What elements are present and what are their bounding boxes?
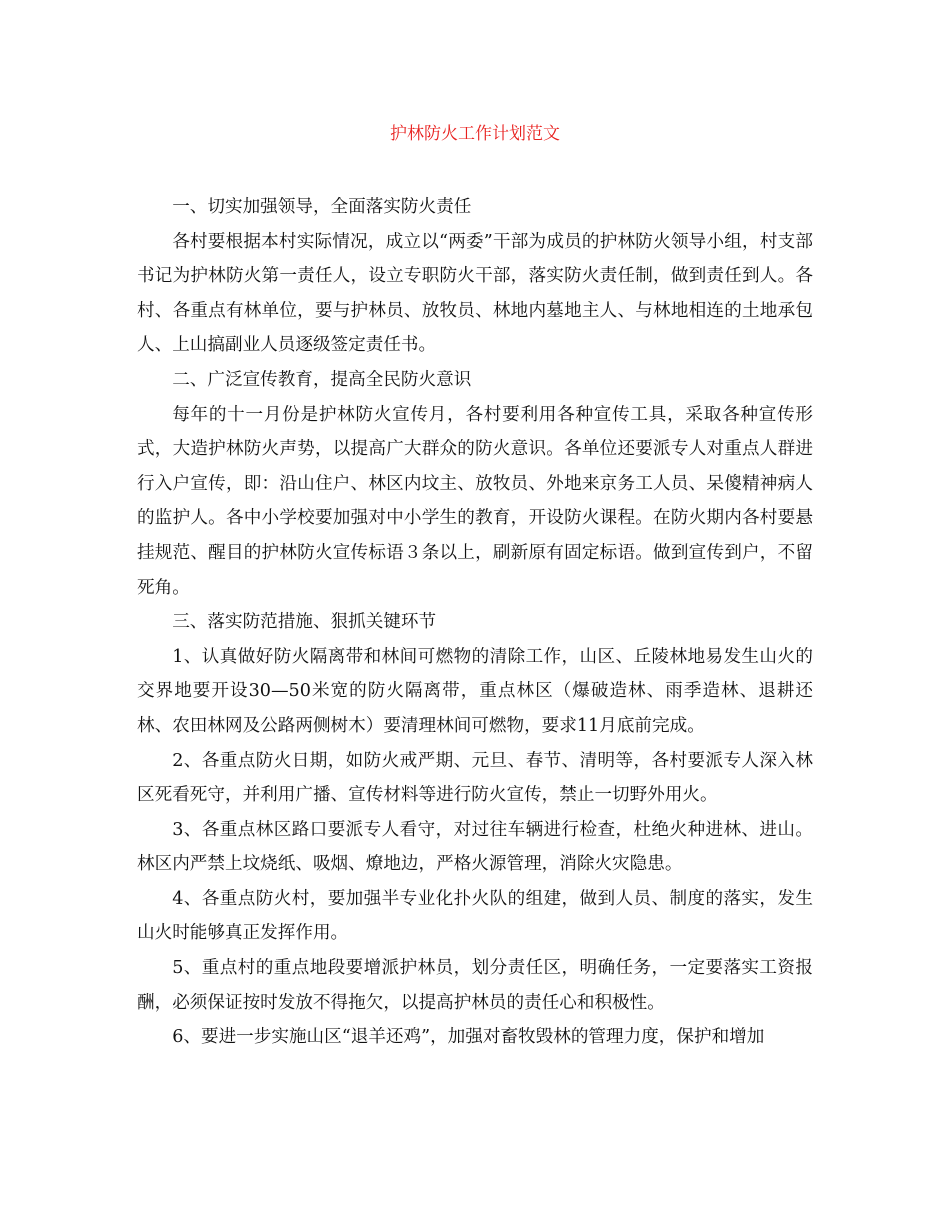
section-heading-3: 三、落实防范措施、狠抓关键环节	[172, 612, 437, 633]
list-item: 1、认真做好防火隔离带和林间可燃物的清除工作，山区、丘陵林地易发生山火的交界地要开设30—50米宽的防火隔离带，重点林区（爆破造林、雨季造林、退耕还林、农田林网及公路两侧树木）要清理林间可燃物，要求11月底前完成。	[137, 646, 813, 736]
document-title: 护林防火工作计划范文	[390, 124, 560, 144]
paragraph: 各村要根据本村实际情况，成立以“两委”干部为成员的护林防火领导小组，村支部书记为护林防火第一责任人，设立专职防火干部，落实防火责任制，做到责任到人。各村、各重点有林单位，要与护林员、放牧员、林地内墓地主人、与林地相连的土地承包人、上山搞副业人员逐级签定责任书。	[137, 231, 813, 356]
list-item: 6、要进一步实施山区“退羊还鸡”，加强对畜牧毁林的管理力度，保护和增加	[172, 1027, 765, 1048]
list-item: 2、各重点防火日期，如防火戒严期、元旦、春节、清明等，各村要派专人深入林区死看死守，并利用广播、宣传材料等进行防火宣传，禁止一切野外用火。	[137, 750, 813, 806]
paragraph: 每年的十一月份是护林防火宣传月，各村要利用各种宣传工具，采取各种宣传形式，大造护林防火声势，以提高广大群众的防火意识。各单位还要派专人对重点人群进行入户宣传，即：沿山住户、林区内坟主、放牧员、外地来京务工人员、呆傻精神病人的监护人。各中小学校要加强对中小学生的教育，开设防火课程。在防火期内各村要悬挂规范、醒目的护林防火宣传标语３条以上，刷新原有固定标语。做到宣传到户，不留死角。	[137, 404, 813, 598]
document-body	[137, 190, 813, 1055]
list-item: 5、重点村的重点地段要增派护林员，划分责任区，明确任务，一定要落实工资报酬，必须保证按时发放不得拖欠，以提高护林员的责任心和积极性。	[137, 958, 813, 1013]
list-item: 3、各重点林区路口要派专人看守，对过往车辆进行检查，杜绝火种进林、进山。林区内严禁上坟烧纸、吸烟、燎地边，严格火源管理，消除火灾隐患。	[137, 819, 813, 875]
section-heading-1: 一、切实加强领导，全面落实防火责任	[172, 197, 472, 217]
list-item: 4、各重点防火村，要加强半专业化扑火队的组建，做到人员、制度的落实，发生山火时能够真正发挥作用。	[137, 888, 813, 944]
section-heading-2: 二、广泛宣传教育，提高全民防火意识	[172, 369, 472, 390]
